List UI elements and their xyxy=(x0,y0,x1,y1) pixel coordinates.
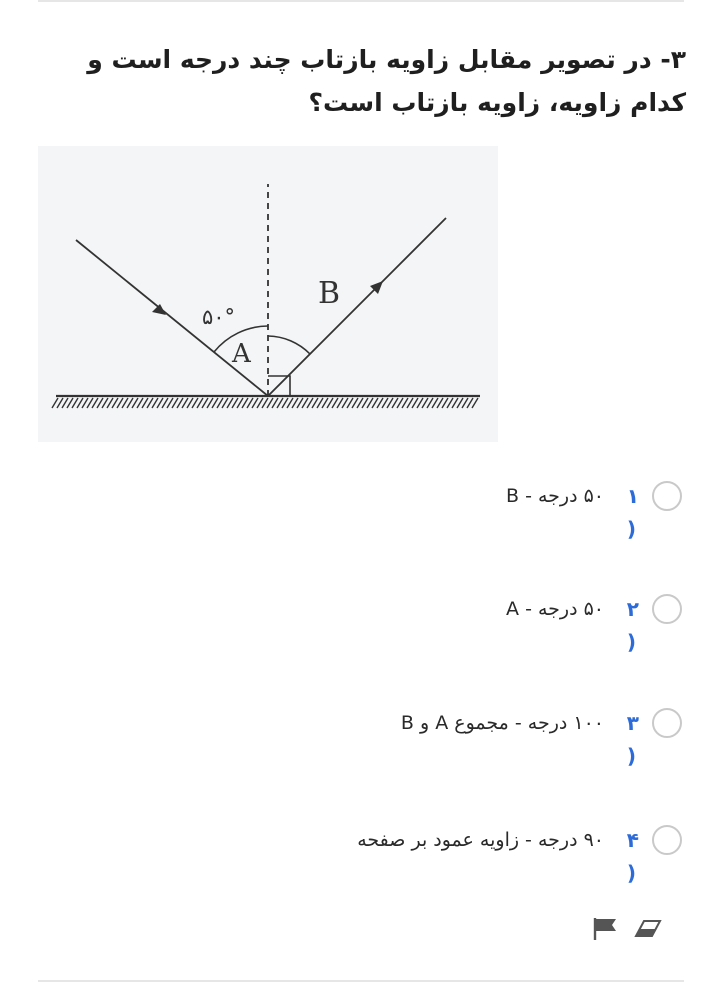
option-2-text: ۵۰ درجه - A xyxy=(506,598,604,620)
option-2[interactable] xyxy=(262,594,682,660)
option-1[interactable] xyxy=(262,481,682,547)
bottom-divider xyxy=(38,980,684,982)
reflected-ray xyxy=(268,218,446,396)
angle-b-arc xyxy=(268,336,310,354)
reflection-diagram-svg xyxy=(38,146,498,442)
option-2-number: ۲ xyxy=(626,597,639,621)
option-3-radio[interactable] xyxy=(652,708,682,738)
flag-icon[interactable] xyxy=(592,916,620,942)
mirror-hatching xyxy=(52,398,478,408)
option-3-paren: ( xyxy=(626,744,636,768)
reflection-diagram xyxy=(38,146,498,442)
option-4-number: ۴ xyxy=(626,828,639,852)
option-4-radio[interactable] xyxy=(652,825,682,855)
option-1-radio[interactable] xyxy=(652,481,682,511)
option-2-paren: ( xyxy=(626,630,636,654)
option-3-number: ۳ xyxy=(626,711,639,735)
option-4[interactable] xyxy=(262,825,682,891)
option-1-paren: ( xyxy=(626,517,636,541)
option-4-text: ۹۰ درجه - زاویه عمود بر صفحه xyxy=(357,829,604,851)
top-divider xyxy=(38,0,684,2)
option-1-text: ۵۰ درجه - B xyxy=(505,485,604,507)
eraser-icon[interactable] xyxy=(634,916,662,942)
angle-a-label: A xyxy=(232,339,251,369)
option-2-radio[interactable] xyxy=(652,594,682,624)
ray-b-label: B xyxy=(318,276,341,311)
incident-ray xyxy=(76,240,268,396)
option-3-text: ۱۰۰ درجه - مجموع A و B xyxy=(400,712,604,734)
option-1-number: ۱ xyxy=(626,484,639,508)
question-tools xyxy=(592,916,668,942)
option-3[interactable] xyxy=(262,708,682,774)
angle-value-label: ۵۰° xyxy=(202,305,236,329)
incident-arrowhead xyxy=(152,304,166,315)
option-4-paren: ( xyxy=(626,861,636,885)
question-text: ۳- در تصویر مقابل زاویه بازتاب چند درجه است و کدام زاویه، زاویه بازتاب است؟ xyxy=(87,45,686,117)
